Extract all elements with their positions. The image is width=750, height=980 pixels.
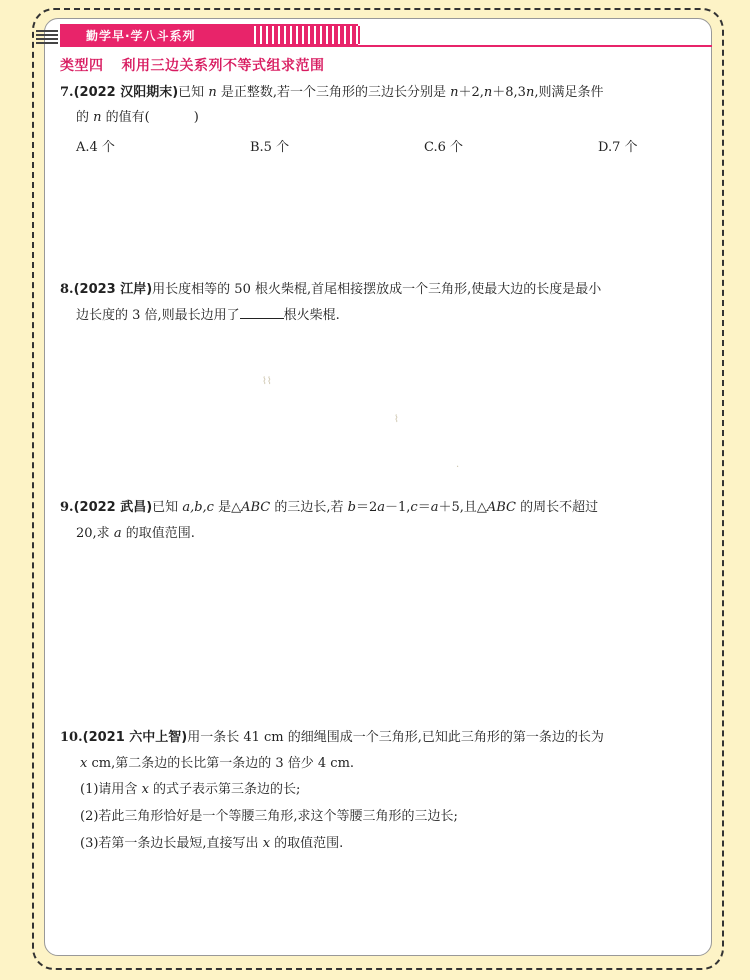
binding-spiral-icon — [36, 30, 58, 46]
section-label: 类型四 — [60, 58, 104, 74]
q10-part-3: (3)若第一条边长最短,直接写出 x 的取值范围. — [80, 836, 344, 851]
faint-mark: ⌇ — [394, 414, 399, 425]
q10-line-1: 10.(2021 六中上智)用一条长 41 cm 的细绳围成一个三角形,已知此三角形的第一条边的长为 — [60, 730, 604, 745]
q10-line-2: x cm,第二条边的长比第一条边的 3 倍少 4 cm. — [80, 756, 355, 771]
q9-line-2: 20,求 a 的取值范围. — [76, 526, 195, 541]
q7-option-a[interactable]: A.4 个 — [76, 140, 115, 155]
q8-line-2: 边长度的 3 倍,则最长边用了 根火柴棍. — [76, 308, 340, 323]
q8-number: 8. — [60, 282, 74, 297]
series-title: 勤学早·学八斗系列 — [86, 29, 196, 43]
q7-option-c[interactable]: C.6 个 — [424, 140, 464, 155]
q10-source: (2021 六中上智) — [82, 730, 188, 745]
q8-answer-blank[interactable] — [240, 306, 284, 319]
q9-source: (2022 武昌) — [73, 500, 153, 515]
section-title: 利用三边关系列不等式组求范围 — [121, 58, 325, 74]
q7-number: 7. — [60, 85, 74, 100]
q10-part-1: (1)请用含 x 的式子表示第三条边的长; — [80, 782, 301, 797]
faint-mark: · — [456, 462, 460, 473]
q8-source: (2023 江岸) — [73, 282, 153, 297]
q8-line-1: 8.(2023 江岸)用长度相等的 50 根火柴棍,首尾相接摆放成一个三角形,使最大边的长度是最小 — [60, 282, 602, 297]
q7-line-1: 7.(2022 汉阳期末)已知 n 是正整数,若一个三角形的三边长分别是 n＋2,n＋8,3n,则满足条件 — [60, 85, 604, 100]
q7-line-2: 的 n 的值有( ) — [76, 110, 199, 125]
header-divider — [60, 45, 712, 47]
faint-mark: ⌇⌇ — [262, 376, 272, 387]
q9-line-1: 9.(2022 武昌)已知 a,b,c 是△ABC 的三边长,若 b＝2a－1,c＝a＋5,且△ABC 的周长不超过 — [60, 500, 599, 515]
section-heading — [60, 55, 325, 75]
q7-option-d[interactable]: D.7 个 — [598, 140, 638, 155]
q7-option-b[interactable]: B.5 个 — [250, 140, 290, 155]
q10-part-2: (2)若此三角形恰好是一个等腰三角形,求这个等腰三角形的三边长; — [80, 809, 458, 824]
q7-source: (2022 汉阳期末) — [73, 85, 179, 100]
header-stripes — [250, 26, 360, 44]
q9-number: 9. — [60, 500, 74, 515]
q10-number: 10. — [60, 730, 83, 745]
